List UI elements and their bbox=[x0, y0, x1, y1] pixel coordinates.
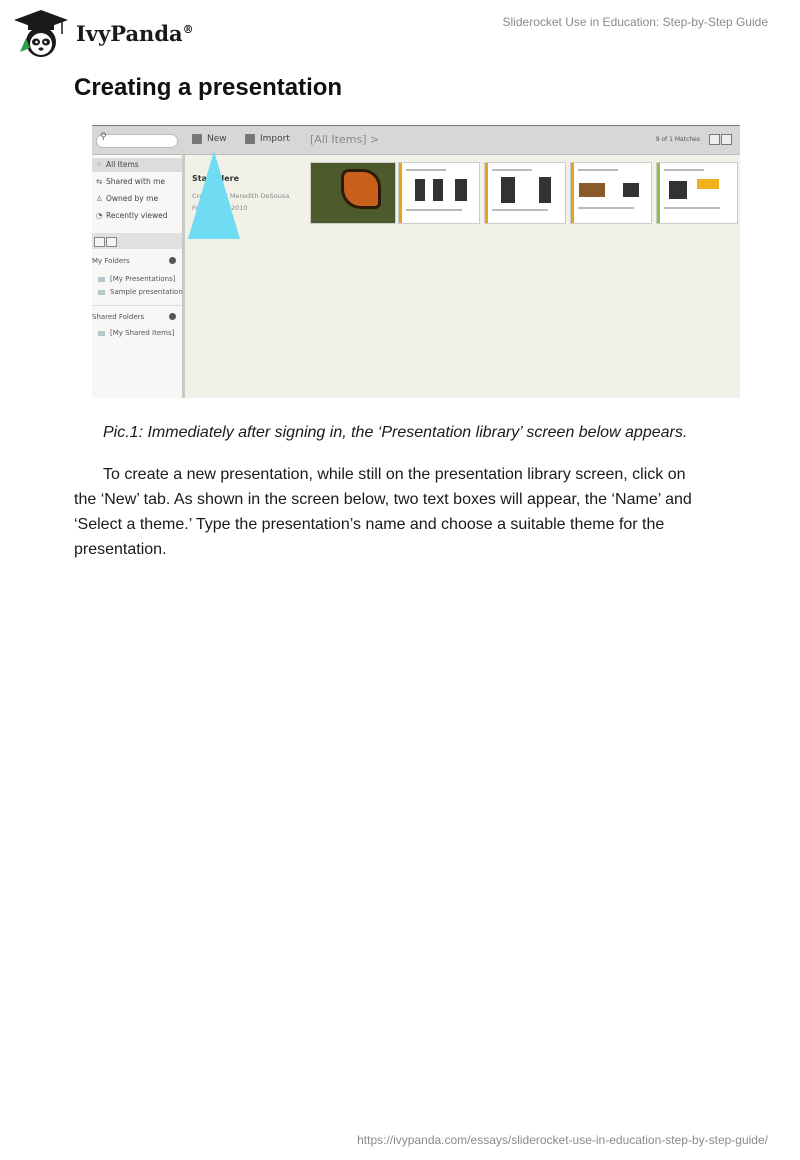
thumb-image bbox=[669, 181, 687, 199]
brand-logo[interactable] bbox=[12, 8, 194, 58]
section-heading: Creating a presentation bbox=[74, 74, 343, 101]
thumb-image bbox=[623, 183, 639, 197]
thumb-text-line bbox=[492, 169, 532, 171]
start-here-author: Created by Meredith DeSousa bbox=[192, 192, 290, 200]
folder-toggle bbox=[92, 233, 182, 249]
grid-view-icon bbox=[709, 134, 720, 145]
presentation-thumbnail bbox=[398, 162, 480, 224]
thumb-image bbox=[455, 179, 467, 201]
sidebar-item-shared: ⇆ Shared with me bbox=[96, 177, 166, 186]
presentation-library-screenshot bbox=[92, 125, 740, 398]
add-shared-folder-icon bbox=[169, 313, 176, 320]
folder-view-icon bbox=[94, 237, 105, 247]
folder-add-icon bbox=[106, 237, 117, 247]
thumbnail-accent bbox=[399, 163, 402, 223]
thumb-text-line bbox=[664, 169, 704, 171]
brand-name: IvyPanda® bbox=[76, 20, 194, 46]
thumb-image bbox=[539, 177, 551, 203]
all-items-icon: ⁘ bbox=[96, 160, 103, 169]
clock-icon: ◔ bbox=[96, 211, 103, 220]
folder-item: Sample presentation bbox=[98, 288, 183, 296]
start-here-title: Start Here bbox=[192, 174, 240, 183]
source-url[interactable]: https://ivypanda.com/essays/sliderocket-use-in-education-step-by-step-guide/ bbox=[357, 1133, 768, 1147]
list-view-icon bbox=[721, 134, 732, 145]
new-tab bbox=[192, 134, 227, 144]
panda-logo-icon bbox=[12, 8, 70, 58]
folder-icon bbox=[98, 277, 105, 282]
figure-caption: Pic.1: Immediately after signing in, the ‘Presentation library’ screen below appears. bbox=[103, 424, 688, 441]
new-tab-label: New bbox=[207, 134, 227, 144]
presentation-thumbnail bbox=[310, 162, 396, 224]
body-line: the ‘New’ tab. As shown in the screen below, two text boxes will appear, the ‘Name’ and bbox=[74, 491, 692, 508]
shared-folders-heading: Shared Folders bbox=[92, 313, 178, 321]
thumbnail-accent bbox=[571, 163, 574, 223]
presentation-thumbnail bbox=[570, 162, 652, 224]
new-icon bbox=[192, 134, 202, 144]
thumb-text-line bbox=[664, 207, 720, 209]
document-title: Sliderocket Use in Education: Step-by-Step Guide bbox=[502, 15, 768, 29]
folder-icon bbox=[98, 290, 105, 295]
thumb-image bbox=[579, 183, 605, 197]
thumbnail-accent bbox=[657, 163, 660, 223]
add-folder-icon bbox=[169, 257, 176, 264]
thumb-text-line bbox=[406, 209, 462, 211]
presentation-thumbnail bbox=[484, 162, 566, 224]
thumb-text-line bbox=[492, 209, 548, 211]
library-breadcrumb: [All Items] > bbox=[310, 133, 380, 146]
thumb-image bbox=[415, 179, 425, 201]
import-tab bbox=[245, 134, 290, 144]
search-icon: ⚲ bbox=[100, 132, 107, 142]
thumb-callout bbox=[697, 179, 719, 189]
thumb-text-line bbox=[578, 207, 634, 209]
import-icon bbox=[245, 134, 255, 144]
folder-icon bbox=[98, 331, 105, 336]
shared-icon: ⇆ bbox=[96, 177, 103, 186]
body-line: ‘Select a theme.’ Type the presentation’s name and choose a suitable theme for the bbox=[74, 516, 665, 533]
folder-item: [My Presentations] bbox=[98, 275, 175, 283]
pointer-arrow-icon bbox=[188, 151, 240, 239]
sidebar-item-owned: ♙ Owned by me bbox=[96, 194, 159, 203]
sidebar-item-all: ⁘ All Items bbox=[96, 160, 139, 169]
sidebar-item-recent: ◔ Recently viewed bbox=[96, 211, 168, 220]
thumb-image bbox=[433, 179, 443, 201]
start-here-date: Fri, Nov 12, 2010 bbox=[192, 204, 248, 212]
body-line: presentation. bbox=[74, 541, 167, 558]
match-count: 9 of 1 Matches bbox=[655, 136, 700, 143]
thumb-text-line bbox=[406, 169, 446, 171]
thumb-text-line bbox=[578, 169, 618, 171]
my-folders-heading: My Folders bbox=[92, 257, 178, 265]
library-search-box bbox=[96, 134, 178, 148]
body-line: To create a new presentation, while still on the presentation library screen, click on bbox=[103, 466, 686, 483]
thumb-image bbox=[501, 177, 515, 203]
thumbnail-accent bbox=[485, 163, 488, 223]
presentation-thumbnail bbox=[656, 162, 738, 224]
import-tab-label: Import bbox=[260, 134, 290, 144]
sidebar-divider bbox=[92, 305, 182, 306]
folder-item: [My Shared Items] bbox=[98, 329, 174, 337]
butterfly-image bbox=[341, 169, 381, 209]
person-icon: ♙ bbox=[96, 194, 103, 203]
library-sidebar bbox=[92, 155, 185, 398]
